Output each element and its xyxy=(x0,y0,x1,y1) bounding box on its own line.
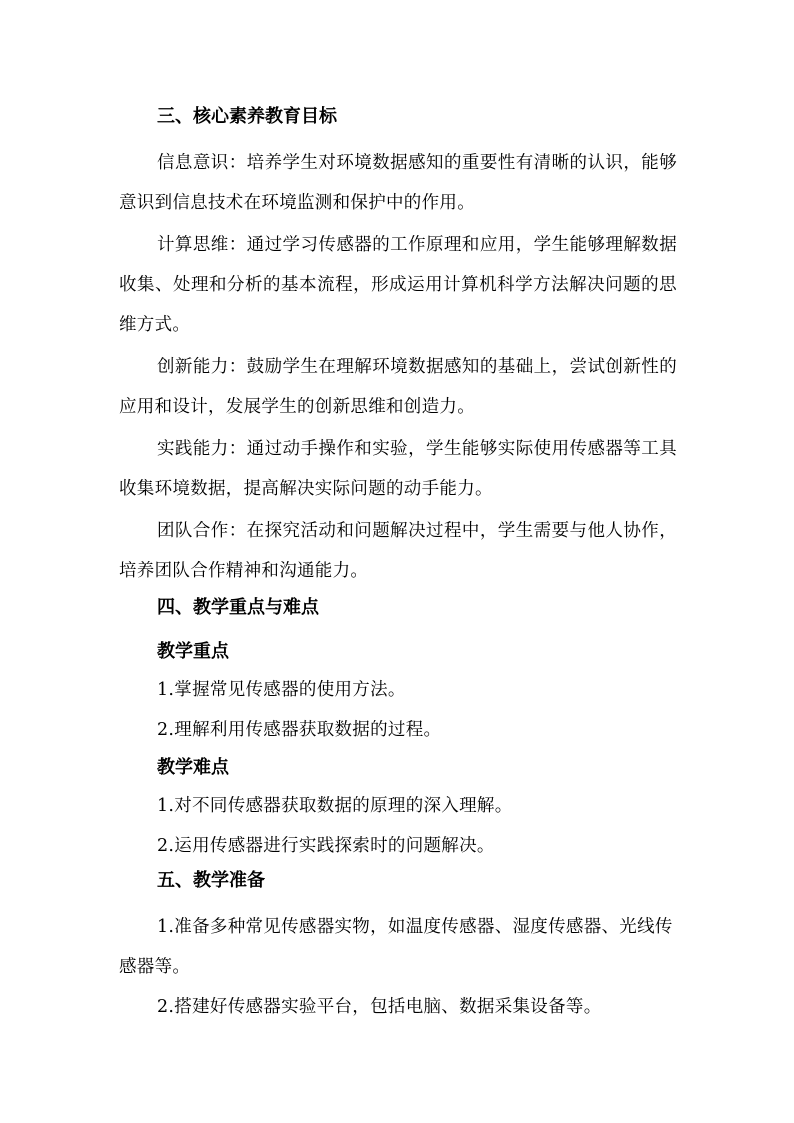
preparation-item: 1.准备多种常见传感器实物，如温度传感器、湿度传感器、光线传感器等。 xyxy=(119,917,673,977)
paragraph-innovation: 创新能力：鼓励学生在理解环境数据感知的基础上，尝试创新性的应用和设计，发展学生的创新思维和创造力。 xyxy=(119,357,677,417)
section5-title: 五、教学准备 xyxy=(157,870,265,891)
preparation-item: 2.搭建好传感器实验平台，包括电脑、数据采集设备等。 xyxy=(157,997,602,1017)
document-content xyxy=(119,102,677,1027)
section3-title: 三、核心素养教育目标 xyxy=(157,106,337,127)
paragraph-information-awareness: 信息意识：培养学生对环境数据感知的重要性有清晰的认识，能够意识到信息技术在环境监测和保护中的作用。 xyxy=(119,153,677,213)
difficulties-title: 教学难点 xyxy=(157,757,229,778)
key-point-item: 1.掌握常见传感器的使用方法。 xyxy=(157,680,406,700)
paragraph-practice: 实践能力：通过动手操作和实验，学生能够实际使用传感器等工具收集环境数据，提高解决实际问题的动手能力。 xyxy=(119,439,677,499)
paragraph-computational-thinking: 计算思维：通过学习传感器的工作原理和应用，学生能够理解数据收集、处理和分析的基本流程，形成运用计算机科学方法解决问题的思维方式。 xyxy=(119,235,677,335)
key-points-title: 教学重点 xyxy=(157,641,229,662)
difficulty-item: 1.对不同传感器获取数据的原理的深入理解。 xyxy=(157,796,513,816)
difficulty-item: 2.运用传感器进行实践探索时的问题解决。 xyxy=(157,836,495,856)
key-point-item: 2.理解利用传感器获取数据的过程。 xyxy=(157,720,442,740)
section4-title: 四、教学重点与难点 xyxy=(157,597,319,618)
paragraph-teamwork: 团队合作：在探究活动和问题解决过程中，学生需要与他人协作，培养团队合作精神和沟通能力。 xyxy=(119,521,677,581)
